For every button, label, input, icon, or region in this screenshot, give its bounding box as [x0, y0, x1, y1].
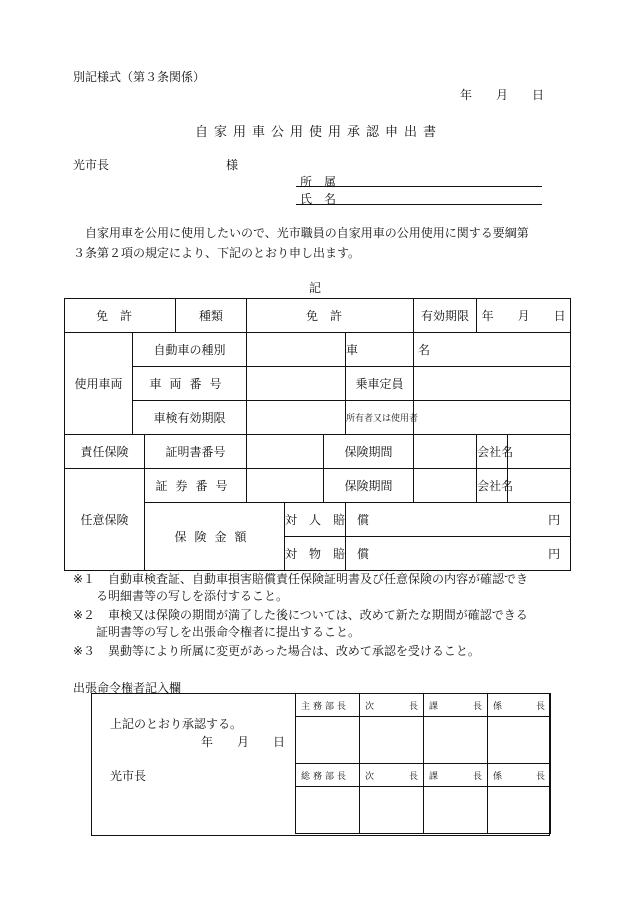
vehicle-label: 使用車両 — [65, 333, 133, 435]
name-label: 氏 名 — [300, 192, 337, 206]
stamp-box-8[interactable] — [488, 787, 551, 834]
body-line-1: 自家用車を公用に使用したいので、光市職員の自家用車の公用使用に関する要綱第 — [73, 226, 529, 240]
optional-ins-label: 任意保険 — [65, 469, 145, 571]
car-name-label: 車 名 — [346, 333, 414, 367]
stamp-header-7: 課 長 — [424, 764, 488, 787]
approval-stamp-table — [295, 693, 551, 834]
inspection-value[interactable] — [247, 401, 346, 435]
honorific: 様 — [226, 158, 239, 172]
affiliation-label: 所 属 — [300, 175, 337, 189]
stamp-header-6: 次 長 — [360, 764, 424, 787]
property-value[interactable]: 円 — [346, 537, 571, 571]
stamp-box-3[interactable] — [424, 717, 488, 764]
page-title: 自家用車公用使用承認申出書 — [195, 125, 443, 140]
company2-value[interactable] — [508, 469, 571, 503]
name-line[interactable] — [296, 204, 542, 205]
note-3-line1: 異動等により所属に変更があった場合は、改めて承認を受けること。 — [108, 644, 480, 658]
car-type-value[interactable] — [247, 333, 346, 367]
vehicle-info-table — [64, 298, 571, 571]
inspection-label: 車検有効期限 — [133, 401, 247, 435]
valid-period-label: 有効期限 — [414, 299, 477, 333]
note-1-line1: 自動車検査証、自動車損害賠償責任保険証明書及び任意保険の内容が確認でき — [108, 572, 529, 586]
license-label: 免許 — [65, 299, 176, 333]
stamp-box-5[interactable] — [296, 787, 360, 834]
addressee: 光市長 — [73, 158, 110, 172]
ins-period-value[interactable] — [414, 435, 477, 469]
ins-period2-value[interactable] — [414, 469, 477, 503]
plate-label: 車両番号 — [133, 367, 247, 401]
note-2-line1: 車検又は保険の期間が満了した後については、改めて新たな期間が確認できる — [108, 608, 528, 622]
valid-period-date[interactable]: 年 月 日 — [477, 299, 571, 333]
stamp-header-5: 総務部長 — [296, 764, 360, 787]
affiliation-line[interactable] — [296, 186, 542, 187]
amount-label: 保険金額 — [145, 503, 285, 571]
note-1-line2: る明細書等の写しを添付すること。 — [96, 589, 289, 603]
ins-period-label: 保険期間 — [324, 435, 414, 469]
company-label: 会社名 — [477, 435, 508, 469]
owner-label: 所有者又は使用者 — [346, 401, 414, 435]
body-line-2: ３条第２項の規定により、下記のとおり申し出ます。 — [73, 246, 361, 260]
form-reference: 別記様式（第３条関係） — [73, 70, 206, 84]
license-class-cell[interactable]: 免許 — [247, 299, 414, 333]
stamp-box-2[interactable] — [360, 717, 424, 764]
policy-no-label: 証券番号 — [145, 469, 247, 503]
stamp-header-2: 次 長 — [360, 694, 424, 717]
approver-heading: 出張命令権者記入欄 — [73, 681, 182, 695]
property-label: 対物賠償 — [285, 537, 346, 571]
company-value[interactable] — [508, 435, 571, 469]
stamp-header-4: 係 長 — [488, 694, 551, 717]
note-2-line2: 証明書等の写しを出張命令権者に提出すること。 — [96, 625, 361, 639]
stamp-box-4[interactable] — [488, 717, 551, 764]
liability-label: 責任保険 — [65, 435, 145, 469]
type-label: 種類 — [176, 299, 247, 333]
stamp-box-6[interactable] — [360, 787, 424, 834]
stamp-header-1: 主務部長 — [296, 694, 360, 717]
approval-statement: 上記のとおり承認する。 — [110, 717, 243, 731]
plate-value[interactable] — [247, 367, 346, 401]
company2-label: 会社名 — [477, 469, 508, 503]
owner-value[interactable] — [414, 401, 571, 435]
ins-period2-label: 保険期間 — [324, 469, 414, 503]
bodily-value[interactable]: 円 — [346, 503, 571, 537]
submission-date: 年 月 日 — [460, 88, 545, 102]
stamp-header-3: 課 長 — [424, 694, 488, 717]
cert-no-label: 証明書番号 — [145, 435, 247, 469]
note-1-mark: ※１ — [73, 572, 96, 586]
capacity-label: 乗車定員 — [346, 367, 414, 401]
ki-heading: 記 — [309, 281, 322, 295]
policy-no-value[interactable] — [247, 469, 324, 503]
bodily-label: 対人賠償 — [285, 503, 346, 537]
stamp-box-7[interactable] — [424, 787, 488, 834]
note-2-mark: ※２ — [73, 608, 96, 622]
note-3-mark: ※３ — [73, 644, 96, 658]
stamp-box-1[interactable] — [296, 717, 360, 764]
stamp-header-8: 係 長 — [488, 764, 551, 787]
cert-no-value[interactable] — [247, 435, 324, 469]
approval-date[interactable]: 年 月 日 — [201, 735, 286, 749]
capacity-value[interactable] — [414, 367, 571, 401]
car-type-label: 自動車の種別 — [133, 333, 247, 367]
approver-mayor: 光市長 — [110, 769, 147, 783]
